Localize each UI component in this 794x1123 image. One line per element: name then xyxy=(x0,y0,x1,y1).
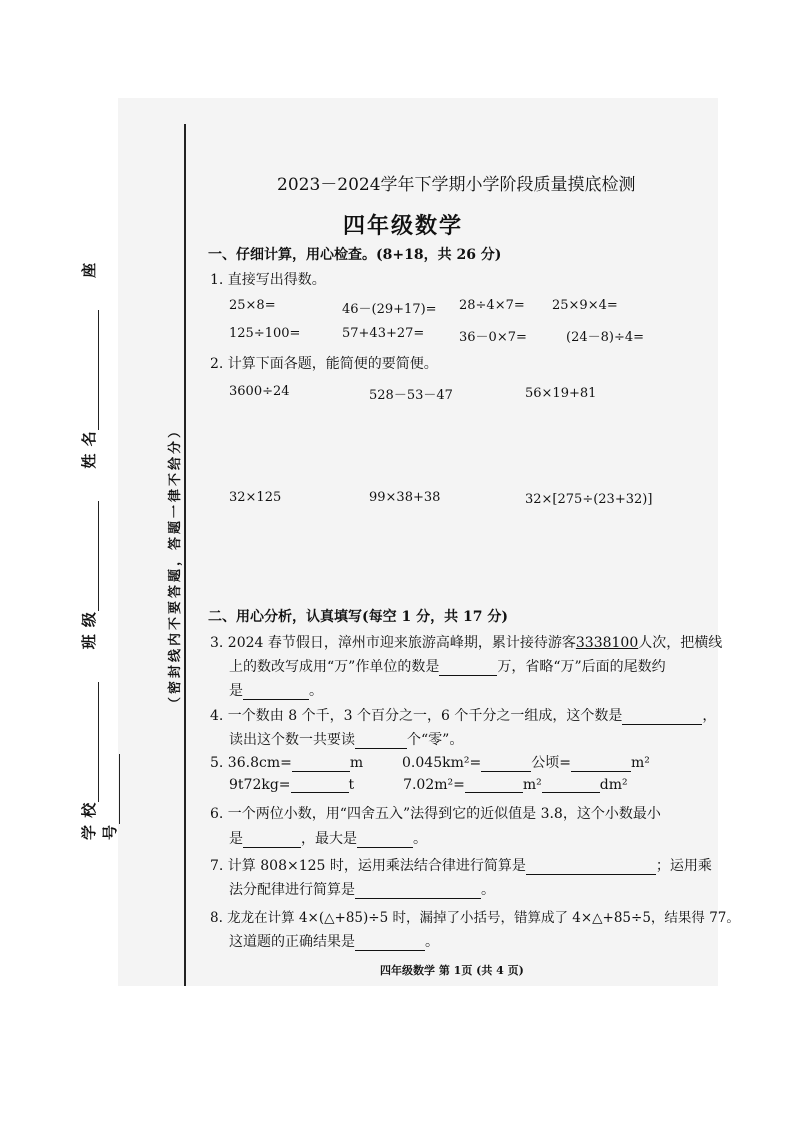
subject-title: 四年级数学 xyxy=(343,213,464,239)
q1-item: 36－0×7= xyxy=(459,330,527,345)
q4-line1: 4. 一个数由 8 个千，3 个百分之一，6 个千分之一组成，这个数是 ， xyxy=(210,708,717,724)
school-label: 学 校 xyxy=(80,801,98,840)
name-label: 姓 名 xyxy=(80,430,98,469)
q8-line2: 这道题的正确结果是 。 xyxy=(229,934,439,950)
underlined-number: 3338100 xyxy=(575,635,639,651)
seat-label: 座 号 xyxy=(80,261,119,840)
q6-line1: 6. 一个两位小数，用“四舍五入”法得到它的近似值是 3.8，这个小数最小 xyxy=(210,806,661,822)
q2-item: 3600÷24 xyxy=(229,384,290,399)
q1-item: 57+43+27= xyxy=(342,326,425,341)
q7-line1: 7. 计算 808×125 时，运用乘法结合律进行简算是 ；运用乘 xyxy=(210,858,712,874)
q2-item: 56×19+81 xyxy=(525,386,597,401)
class-label: 班 级 xyxy=(80,611,98,650)
q1-item: 25×8= xyxy=(229,298,276,313)
answer-blank[interactable] xyxy=(439,661,497,676)
answer-blank[interactable] xyxy=(526,860,656,875)
school-line[interactable] xyxy=(98,682,99,802)
binding-margin xyxy=(78,240,228,840)
answer-blank[interactable] xyxy=(243,833,301,848)
q6-line2: 是 ，最大是 。 xyxy=(229,831,427,847)
name-line[interactable] xyxy=(98,310,99,430)
q7-line2: 法分配律进行简算是 。 xyxy=(229,882,495,898)
q1-item: 25×9×4= xyxy=(552,298,618,313)
exam-title: 2023－2024学年下学期小学阶段质量摸底检测 xyxy=(277,175,636,195)
q1-label: 1. 直接写出得数。 xyxy=(210,272,326,288)
q3-line1: 3. 2024 春节假日，漳州市迎来旅游高峰期，累计接待游客3338100人次，把横线 xyxy=(210,635,723,651)
answer-blank[interactable] xyxy=(291,778,349,793)
answer-blank[interactable] xyxy=(542,778,600,793)
answer-blank[interactable] xyxy=(355,734,407,749)
answer-blank[interactable] xyxy=(355,884,481,899)
q2-label: 2. 计算下面各题，能简便的要简便。 xyxy=(210,356,438,372)
answer-blank[interactable] xyxy=(465,778,523,793)
q2-item: 99×38+38 xyxy=(369,490,441,505)
q2-item: 32×[275÷(23+32)] xyxy=(525,492,653,507)
q2-item: 32×125 xyxy=(229,490,282,505)
q3-line2: 上的数改写成用“万”作单位的数是 万，省略“万”后面的尾数约 xyxy=(229,659,666,675)
q1-item: (24－8)÷4= xyxy=(566,330,645,345)
page-footer: 四年级数学 第 1页 (共 4 页) xyxy=(380,964,524,977)
answer-blank[interactable] xyxy=(357,833,413,848)
q2-item: 528－53－47 xyxy=(369,388,453,403)
section1-heading: 一、仔细计算，用心检查。(8+18，共 26 分) xyxy=(208,247,502,263)
q5-line1: 5. 36.8cm= m 0.045km²= 公顷= m² xyxy=(210,755,650,771)
q4-line2: 读出这个数一共要读 个“零”。 xyxy=(229,732,464,748)
q1-item: 46－(29+17)= xyxy=(342,302,437,317)
seat-line[interactable] xyxy=(119,754,120,824)
q1-item: 28÷4×7= xyxy=(459,298,525,313)
q5-line2: 9t72kg= t 7.02m²= m² dm² xyxy=(229,777,628,793)
school-field xyxy=(78,240,120,840)
answer-blank[interactable] xyxy=(571,757,631,772)
binding-note: （密封线内不要答题，答题一律不给分） xyxy=(168,421,183,710)
answer-blank[interactable] xyxy=(292,757,350,772)
q1-item: 125÷100= xyxy=(229,326,301,341)
class-line[interactable] xyxy=(98,501,99,611)
section2-heading: 二、用心分析，认真填写(每空 1 分，共 17 分) xyxy=(208,609,508,625)
answer-blank[interactable] xyxy=(243,685,309,700)
q3-line3: 是 。 xyxy=(229,683,323,699)
answer-blank[interactable] xyxy=(481,757,531,772)
answer-blank[interactable] xyxy=(355,936,425,951)
q8-line1: 8. 龙龙在计算 4×(△+85)÷5 时，漏掉了小括号，错算成了 4×△+85÷5，结果得 77。 xyxy=(210,910,740,926)
answer-blank[interactable] xyxy=(622,710,702,725)
